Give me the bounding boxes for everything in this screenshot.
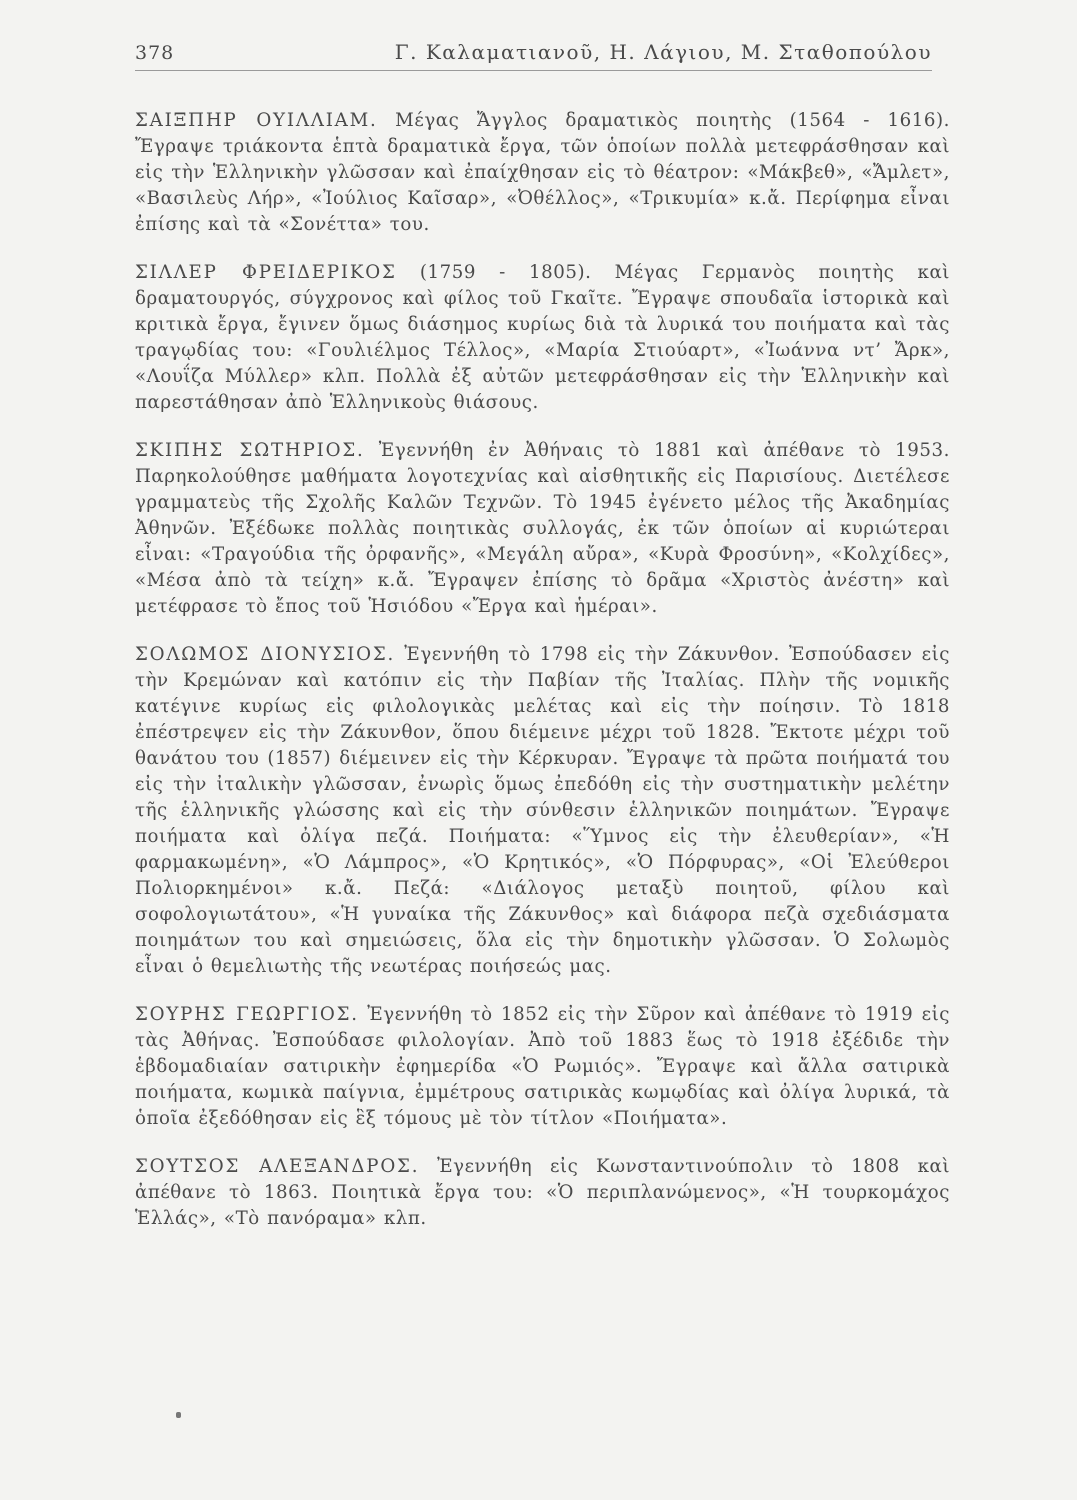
entry-paragraph xyxy=(135,1002,950,1132)
entry-souris xyxy=(135,1002,950,1132)
entry-text: Μέγας Ἄγγλος δραματικὸς ποιητὴς (1564 - 1616). Ἔγραψε τριάκοντα ἑπτὰ δραματικὰ ἔργα, τῶν ὁποίων πολλὰ μετεφράσθησαν καὶ εἰς τὴν Ἑλληνικὴν γλῶσσαν καὶ ἐπαίχθησαν εἰς τὸ θέατρον: «Μάκβεθ», «Ἄμλετ», «Βασιλεὺς Λήρ», «Ἰούλιος Καῖσαρ», «Ὀθέλλος», «Τρικυμία» κ.ἄ. Περίφημα εἶναι ἐπίσης καὶ τὰ «Σονέττα» του. xyxy=(135,110,950,235)
page-number: 378 xyxy=(135,42,175,64)
entry-paragraph xyxy=(135,260,950,416)
entry-headword: ΣΙΛΛΕΡ ΦΡΕΙΔΕΡΙΚΟΣ xyxy=(135,262,397,283)
entry-paragraph xyxy=(135,642,950,980)
entry-headword: ΣΚΙΠΗΣ ΣΩΤΗΡΙΟΣ. xyxy=(135,440,365,461)
entry-text: Ἐγεννήθη τὸ 1798 εἰς τὴν Ζάκυνθον. Ἐσπούδασεν εἰς τὴν Κρεμώναν καὶ κατόπιν εἰς τὴν Παβίαν τῆς Ἰταλίας. Πλὴν τῆς νομικῆς κατέγινε κυρίως εἰς φιλολογικὰς μελέτας καὶ εἰς τὴν ποίησιν. Τὸ 1818 ἐπέστρεψεν εἰς τὴν Ζάκυνθον, ὅπου διέμεινε μέχρι τοῦ 1828. Ἔκτοτε μέχρι τοῦ θανάτου του (1857) διέμεινεν εἰς τὴν Κέρκυραν. Ἔγραψε τὰ πρῶτα ποιήματά του εἰς τὴν ἰταλικὴν γλῶσσαν, ἐνωρὶς ὅμως ἐπεδόθη εἰς τὴν συστηματικὴν μελέτην τῆς ἑλληνικῆς γλώσσης καὶ εἰς τὴν σύνθεσιν ἑλληνικῶν ποιημάτων. Ἔγραψε ποιήματα καὶ ὀλίγα πεζά. Ποιήματα: «Ὕμνος εἰς τὴν ἐλευθερίαν», «Ἡ φαρμακωμένη», «Ὁ Λάμπρος», «Ὁ Κρητικός», «Ὁ Πόρφυρας», «Οἱ Ἐλεύθεροι Πολιορκημένοι» κ.ἄ. Πεζά: «Διάλογος μεταξὺ ποιητοῦ, φίλου καὶ σοφολογιωτάτου», «Ἡ γυναίκα τῆς Ζάκυνθος» καὶ διάφορα πεζὰ σχεδιάσματα ποιημάτων του καὶ σημειώσεις, ὅλα εἰς τὴν δημοτικὴν γλῶσσαν. Ὁ Σολωμὸς εἶναι ὁ θεμελιωτὴς τῆς νεωτέρας ποιήσεώς μας. xyxy=(135,644,950,977)
page-header xyxy=(135,38,932,72)
entry-headword: ΣΟΥΤΣΟΣ ΑΛΕΞΑΝΔΡΟΣ. xyxy=(135,1156,420,1177)
entry-text: (1759 - 1805). Μέγας Γερμανὸς ποιητὴς καὶ δραματουργός, σύγχρονος καὶ φίλος τοῦ Γκαῖτε. Ἔγραψε σπουδαῖα ἱστορικὰ καὶ κριτικὰ ἔργα, ἔγινεν ὅμως διάσημος κυρίως διὰ τὰ λυρικά του ποιήματα καὶ τὰς τραγῳδίας του: «Γουλιέλμος Τέλλος», «Μαρία Στιούαρτ», «Ἰωάννα ντ’ Ἄρκ», «Λουΐζα Μύλλερ» κλπ. Πολλὰ ἐξ αὐτῶν μετεφράσθησαν εἰς τὴν Ἑλληνικὴν καὶ παρεστάθησαν ἀπὸ Ἑλληνικοὺς θιάσους. xyxy=(135,262,950,413)
entry-text: Ἐγεννήθη εἰς Κωνσταντινούπολιν τὸ 1808 καὶ ἀπέθανε τὸ 1863. Ποιητικὰ ἔργα του: «Ὁ περιπλανώμενος», «Ἡ τουρκομάχος Ἑλλάς», «Τὸ πανόραμα» κλπ. xyxy=(135,1156,950,1229)
entry-headword: ΣΟΛΩΜΟΣ ΔΙΟΝΥΣΙΟΣ. xyxy=(135,644,396,665)
entry-skipis xyxy=(135,438,950,620)
entry-paragraph xyxy=(135,1154,950,1232)
entry-paragraph xyxy=(135,108,950,238)
entry-soutsos xyxy=(135,1154,950,1232)
running-head: Γ. Καλαματιανοῦ, Η. Λάγιου, Μ. Σταθοπούλου xyxy=(394,40,932,64)
entries xyxy=(135,108,950,1254)
entry-schiller xyxy=(135,260,950,416)
entry-paragraph xyxy=(135,438,950,620)
entry-headword: ΣΑΙΞΠΗΡ ΟΥΙΛΛΙΑΜ. xyxy=(135,110,378,131)
entry-text: Ἐγεννήθη ἐν Ἀθήναις τὸ 1881 καὶ ἀπέθανε τὸ 1953. Παρηκολούθησε μαθήματα λογοτεχνίας καὶ αἰσθητικῆς εἰς Παρισίους. Διετέλεσε γραμματεὺς τῆς Σχολῆς Καλῶν Τεχνῶν. Τὸ 1945 ἐγένετο μέλος τῆς Ἀκαδημίας Ἀθηνῶν. Ἐξέδωκε πολλὰς ποιητικὰς συλλογάς, ἐκ τῶν ὁποίων αἱ κυριώτεραι εἶναι: «Τραγούδια τῆς ὀρφανῆς», «Μεγάλη αὔρα», «Κυρὰ Φροσύνη», «Κολχίδες», «Μέσα ἀπὸ τὰ τείχη» κ.ἄ. Ἔγραψεν ἐπίσης τὸ δρᾶμα «Χριστὸς ἀνέστη» καὶ μετέφρασε τὸ ἔπος τοῦ Ἡσιόδου «Ἔργα καὶ ἡμέραι». xyxy=(135,440,950,617)
entry-headword: ΣΟΥΡΗΣ ΓΕΩΡΓΙΟΣ. xyxy=(135,1004,359,1025)
ink-speck xyxy=(176,1412,181,1418)
header-rule xyxy=(135,70,932,71)
entry-solomos xyxy=(135,642,950,980)
entry-text: Ἐγεννήθη τὸ 1852 εἰς τὴν Σῦρον καὶ ἀπέθανε τὸ 1919 εἰς τὰς Ἀθήνας. Ἐσπούδασε φιλολογίαν. Ἀπὸ τοῦ 1883 ἕως τὸ 1918 ἐξέδιδε τὴν ἑβδομαδιαίαν σατιρικὴν ἐφημερίδα «Ὁ Ρωμιός». Ἔγραψε καὶ ἄλλα σατιρικὰ ποιήματα, κωμικὰ παίγνια, ἐμμέτρους σατιρικὰς κωμῳδίας καὶ ὀλίγα λυρικά, τὰ ὁποῖα ἐξεδόθησαν εἰς ἓξ τόμους μὲ τὸν τίτλον «Ποιήματα». xyxy=(135,1004,950,1129)
entry-shakespeare xyxy=(135,108,950,238)
